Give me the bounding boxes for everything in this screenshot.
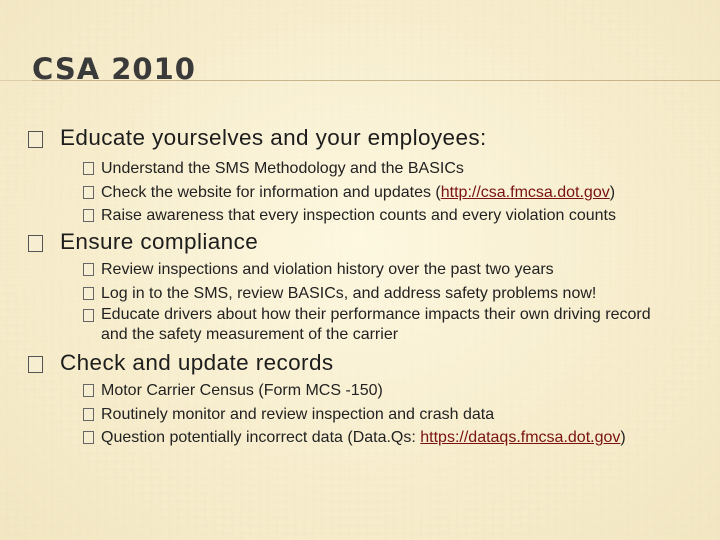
hollow-square-bullet-icon	[83, 384, 94, 397]
section-heading-row	[28, 227, 676, 257]
list-item	[83, 282, 676, 306]
list-item-text-before: Question potentially incorrect data (Data.Qs:	[101, 429, 421, 446]
list-item-text-after: )	[609, 183, 616, 201]
hollow-square-bullet-icon	[28, 356, 43, 373]
list-item-text-after: )	[620, 429, 626, 446]
section-heading: Ensure compliance	[60, 229, 259, 254]
csa-website-link[interactable]: http://csa.fmcsa.dot.gov	[440, 183, 610, 201]
section-ensure-compliance	[28, 227, 676, 345]
hollow-square-bullet-icon	[83, 162, 94, 175]
section-heading: Educate yourselves and your employees:	[60, 125, 487, 150]
list-item	[83, 181, 616, 205]
hollow-square-bullet-icon	[28, 235, 43, 252]
list-item	[83, 258, 676, 282]
slide-title: CSA 2010	[32, 52, 196, 86]
list-item	[83, 403, 626, 427]
list-item	[83, 157, 616, 181]
hollow-square-bullet-icon	[83, 263, 94, 276]
hollow-square-bullet-icon	[83, 431, 94, 444]
list-item-text-before: Check the website for information and updates (	[101, 183, 441, 201]
list-item-text: Review inspections and violation history over the past two years	[101, 261, 554, 278]
hollow-square-bullet-icon	[28, 131, 43, 148]
title-rule	[32, 80, 720, 81]
list-item	[83, 379, 626, 403]
section-heading: Check and update records	[60, 350, 334, 375]
section-heading-row	[28, 123, 616, 153]
hollow-square-bullet-icon	[83, 309, 94, 322]
hollow-square-bullet-icon	[83, 209, 94, 222]
list-item-text: Educate drivers about how their performance impacts their own driving record and the safety measurement of the carrier	[101, 306, 651, 343]
list-item-text: Routinely monitor and review inspection and crash data	[101, 405, 495, 423]
list-item-text: Log in to the SMS, review BASICs, and address safety problems now!	[101, 284, 597, 302]
section-heading-row	[28, 348, 626, 378]
list-item-text: Motor Carrier Census (Form MCS -150)	[101, 382, 383, 399]
list-item	[83, 426, 626, 450]
section-check-update	[28, 348, 626, 450]
list-item-text: Understand the SMS Methodology and the BASICs	[101, 160, 464, 177]
list-item-text	[101, 426, 626, 450]
list-item	[83, 204, 616, 228]
section-educate	[28, 123, 616, 228]
hollow-square-bullet-icon	[83, 287, 94, 300]
list-item	[83, 305, 676, 345]
dataqs-link[interactable]: https://dataqs.fmcsa.dot.gov	[420, 429, 621, 446]
list-item-text	[101, 181, 615, 205]
hollow-square-bullet-icon	[83, 186, 94, 199]
hollow-square-bullet-icon	[83, 408, 94, 421]
title-rule-left	[0, 80, 32, 81]
list-item-text: Raise awareness that every inspection counts and every violation counts	[101, 207, 616, 224]
